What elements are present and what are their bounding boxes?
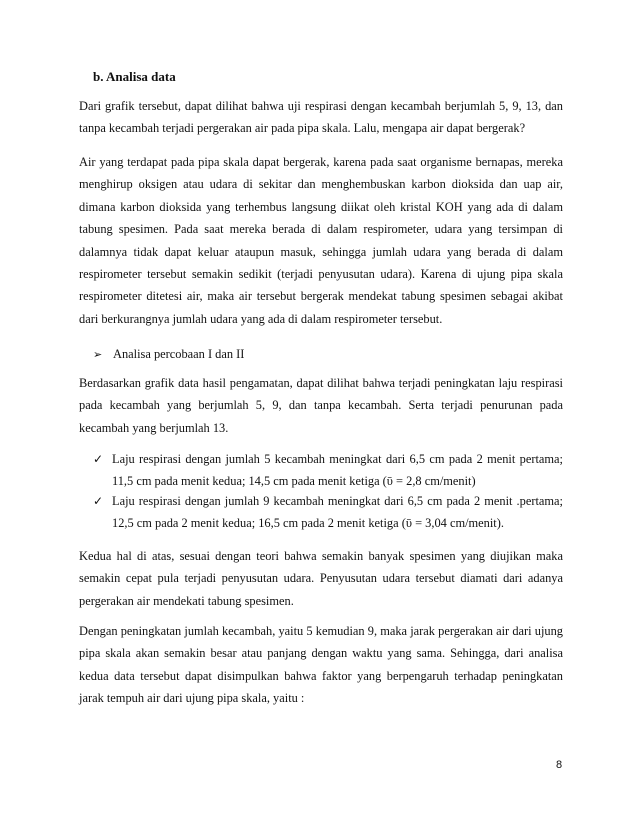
paragraph-5: Dengan peningkatan jumlah kecambah, yaitu 5 kemudian 9, maka jarak pergerakan air dari ujung pipa skala akan semakin besar atau panjang dengan waktu yang sama. Sehingga, dari analisa kedua data tersebut dapat disimpulkan bahwa faktor yang berpengaruh terhadap peningkatan jarak tempuh air dari ujung pipa skala, yaitu : [79, 624, 563, 706]
paragraph-4: Kedua hal di atas, sesuai dengan teori bahwa semakin banyak spesimen yang diujikan maka semakin cepat pula terjadi penyusutan udara. Penyusutan udara tersebut diamati dari adanya pergerakan air mendekati tabung spesimen. [79, 549, 563, 608]
checklist-item-text: Laju respirasi dengan jumlah 9 kecambah meningkat dari 6,5 cm pada 2 menit .pertama; 12,5 cm pada 2 menit kedua; 16,5 cm pada 2 menit ketiga (ῡ = 3,04 cm/menit). [112, 494, 563, 531]
checkmark-icon: ✓ [93, 452, 104, 466]
paragraph-3: Berdasarkan grafik data hasil pengamatan, dapat dilihat bahwa terjadi peningkatan laju respirasi pada kecambah yang berjumlah 5, 9, dan tanpa kecambah. Serta terjadi penurunan pada kecambah yang berjumlah 13. [79, 376, 563, 435]
page-number: 8 [556, 759, 563, 771]
checklist-item-2 [93, 490, 563, 535]
section-heading: b. Analisa data [93, 69, 176, 84]
subheading [93, 345, 244, 364]
arrow-bullet-icon: ➢ [93, 348, 103, 361]
checklist-item-text: Laju respirasi dengan jumlah 5 kecambah meningkat dari 6,5 cm pada 2 menit pertama; 11,5 cm pada menit kedua; 14,5 cm pada menit ketiga (ῡ = 2,8 cm/menit) [112, 452, 563, 489]
checkmark-icon: ✓ [93, 494, 104, 508]
paragraph-2: Air yang terdapat pada pipa skala dapat bergerak, karena pada saat organisme bernapas, mereka menghirup oksigen atau udara di sekitar dan menghembuskan karbon dioksida dan uap air, dimana karbon dioksida yang terhembus langsung diikat oleh kristal KOH yang ada di dalam tabung spesimen. Pada saat mereka berada di dalam respirometer, udara yang tersimpan di dalamnya tidak dapat keluar ataupun masuk, sehingga jumlah udara yang berada di dalam respirometer tersebut semakin sedikit (terjadi penyusutan udara). Karena di ujung pipa skala respirometer ditetesi air, maka air tersebut bergerak mendekat tabung spesimen sebagai akibat dari berkurangnya jumlah udara yang ada di dalam respirometer tersebut. [79, 155, 563, 326]
subheading-label: Analisa percobaan I dan II [113, 347, 245, 361]
checklist-item-1 [93, 448, 563, 493]
paragraph-1: Dari grafik tersebut, dapat dilihat bahwa uji respirasi dengan kecambah berjumlah 5, 9, 13, dan tanpa kecambah terjadi pergerakan air pada pipa skala. Lalu, mengapa air dapat bergerak? [79, 99, 563, 136]
